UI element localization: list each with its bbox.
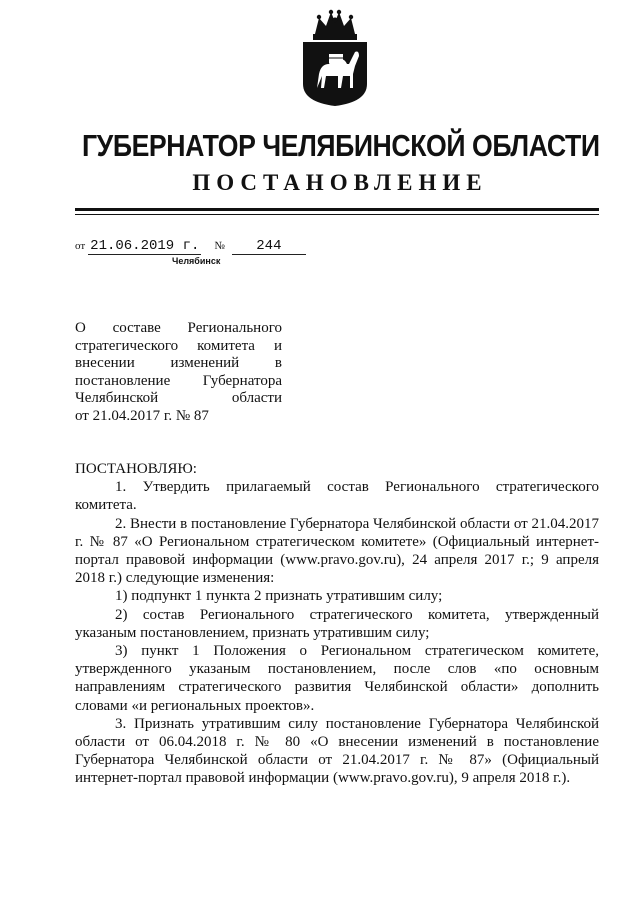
number-prefix: № [214,240,225,252]
document-type: ПОСТАНОВЛЕНИЕ [192,170,488,195]
subject-line: О составе Регионального [75,320,282,336]
header-rule-thin [75,214,599,215]
document-body [75,460,599,788]
document-date: 21.06.2019 г. [90,238,200,254]
paragraph-2-item-2: 2) состав Регионального стратегического комитета, утвержденный указаным постановлением, признать утратившим силу; [75,606,599,641]
date-prefix: от [75,240,86,252]
paragraph-2: 2. Внести в постановление Губернатора Челябинской области от 21.04.2017 г. № 87 «О Региональном стратегическом комитете» (Официальный интернет-портал правовой информации (www.pravo.gov.ru), 24 апреля 2017 г.; 9 апреля 2018 г.) следующие изменения: [75,515,599,587]
document-city: Челябинск [172,256,221,266]
subject-line: постановление Губернатора [75,372,282,389]
subject-line: стратегического комитета и [75,337,282,354]
paragraph-2-item-1: 1) подпункт 1 пункта 2 признать утратившим силу; [115,588,443,605]
decree-intro: ПОСТАНОВЛЯЮ: [75,461,197,477]
document-number: 244 [232,238,306,255]
paragraph-2-item-3: 3) пункт 1 Положения о Региональном стратегическом комитете, утвержденного указаным постановлением, после слов «по основным направлениям стратегического развития Челябинской области» дополнить словами «и региональных проектов». [75,643,599,714]
org-title: ГУБЕРНАТОР ЧЕЛЯБИНСКОЙ ОБЛАСТИ [82,128,600,163]
subject-line: от 21.04.2017 г. № 87 [75,407,209,424]
header-rule-thick [75,208,599,211]
chelyabinsk-coat-of-arms-icon [293,8,377,108]
subject-line: Челябинской области [75,390,282,407]
document-meta [75,238,306,255]
paragraph-3: 3. Признать утратившим силу постановление Губернатора Челябинской области от 06.04.2018 г. № 80 «О внесении изменений в постановление Губернатора Челябинской области от 21.04.2017 г. № 87» (Официальный интернет-портал правовой информации (www.pravo.gov.ru), 9 апреля 2018 г.). [75,715,599,787]
subject-line: внесении изменений в [75,355,282,372]
paragraph-1: 1. Утвердить прилагаемый состав Регионального стратегического комитета. [75,479,599,514]
document-subject [75,320,282,426]
